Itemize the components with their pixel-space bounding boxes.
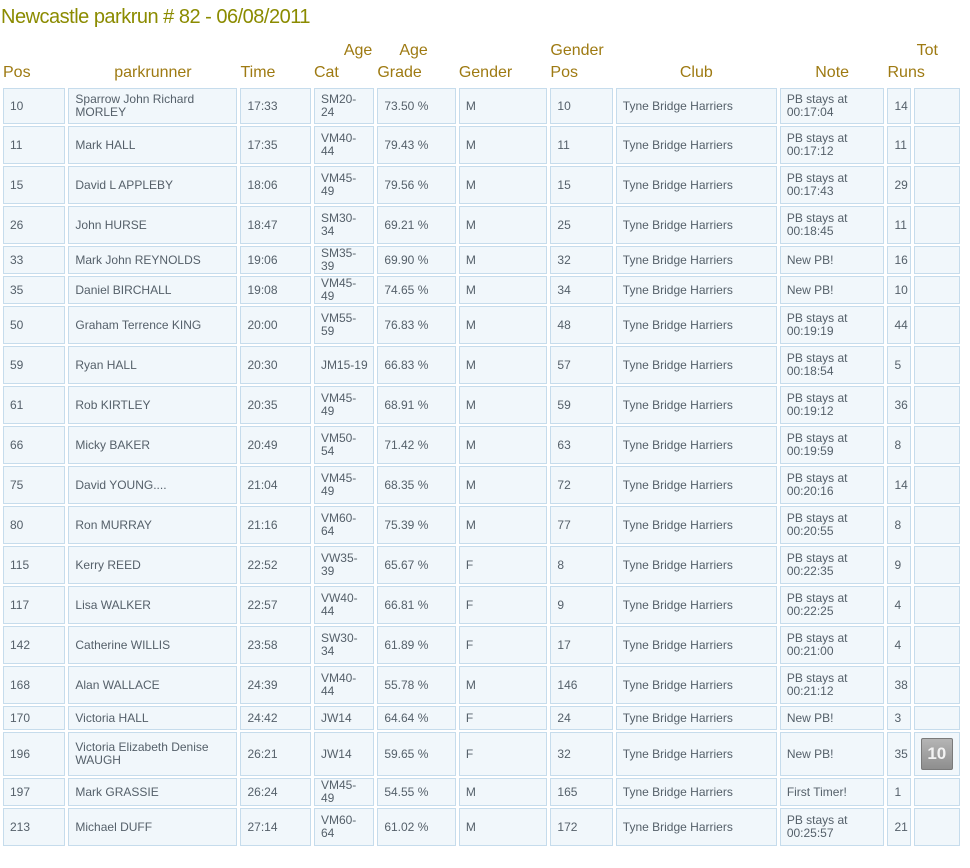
cell-pos: 115 — [3, 546, 65, 584]
cell-pos: 213 — [3, 808, 65, 846]
header-parkrunner: parkrunner — [114, 64, 192, 81]
cell-age-grade: 79.43 % — [377, 126, 456, 164]
cell-club: Tyne Bridge Harriers — [616, 386, 777, 424]
cell-pos: 168 — [3, 666, 65, 704]
cell-parkrunner: Micky BAKER — [68, 426, 237, 464]
cell-note: PB stays at 00:17:12 — [780, 126, 885, 164]
cell-club: Tyne Bridge Harriers — [616, 206, 777, 244]
cell-gender-pos: 8 — [550, 546, 612, 584]
table-row — [3, 386, 960, 424]
header-pos: Pos — [3, 64, 31, 81]
cell-age-cat: VM60-64 — [314, 506, 374, 544]
cell-parkrunner: Mark HALL — [68, 126, 237, 164]
cell-age-grade: 64.64 % — [377, 706, 456, 730]
table-row — [3, 626, 960, 664]
cell-time: 24:39 — [240, 666, 310, 704]
cell-tot-runs: 11 — [887, 126, 910, 164]
cell-gender-pos: 9 — [550, 586, 612, 624]
cell-club: Tyne Bridge Harriers — [616, 586, 777, 624]
cell-note: PB stays at 00:18:45 — [780, 206, 885, 244]
cell-age-grade: 54.55 % — [377, 778, 456, 806]
cell-parkrunner: David L APPLEBY — [68, 166, 237, 204]
cell-note: PB stays at 00:19:12 — [780, 386, 885, 424]
cell-milestone — [914, 206, 960, 244]
table-row — [3, 666, 960, 704]
cell-age-cat: VM40-44 — [314, 666, 374, 704]
cell-milestone — [914, 276, 960, 304]
cell-milestone — [914, 808, 960, 846]
cell-club: Tyne Bridge Harriers — [616, 506, 777, 544]
cell-pos: 80 — [3, 506, 65, 544]
cell-tot-runs: 1 — [887, 778, 910, 806]
cell-time: 20:30 — [240, 346, 310, 384]
cell-age-cat: VM45-49 — [314, 166, 374, 204]
cell-pos: 196 — [3, 732, 65, 776]
cell-milestone — [914, 666, 960, 704]
cell-age-cat: SM30-34 — [314, 206, 374, 244]
table-row — [3, 88, 960, 124]
cell-note: PB stays at 00:17:04 — [780, 88, 885, 124]
cell-age-grade: 69.90 % — [377, 246, 456, 274]
cell-age-cat: VM45-49 — [314, 466, 374, 504]
cell-milestone — [914, 778, 960, 806]
cell-gender-pos: 17 — [550, 626, 612, 664]
cell-parkrunner: Catherine WILLIS — [68, 626, 237, 664]
cell-milestone — [914, 546, 960, 584]
cell-parkrunner: Mark John REYNOLDS — [68, 246, 237, 274]
cell-gender-pos: 11 — [550, 126, 612, 164]
cell-gender-pos: 25 — [550, 206, 612, 244]
table-row — [3, 506, 960, 544]
cell-club: Tyne Bridge Harriers — [616, 732, 777, 776]
cell-note: PB stays at 00:20:16 — [780, 466, 885, 504]
cell-club: Tyne Bridge Harriers — [616, 88, 777, 124]
cell-note: First Timer! — [780, 778, 885, 806]
cell-gender: F — [459, 626, 548, 664]
cell-tot-runs: 8 — [887, 506, 910, 544]
cell-parkrunner: Michael DUFF — [68, 808, 237, 846]
cell-note: PB stays at 00:21:12 — [780, 666, 885, 704]
cell-gender-pos: 59 — [550, 386, 612, 424]
cell-age-cat: VW35-39 — [314, 546, 374, 584]
cell-age-grade: 61.02 % — [377, 808, 456, 846]
header-time: Time — [240, 64, 276, 81]
cell-parkrunner: Lisa WALKER — [68, 586, 237, 624]
cell-club: Tyne Bridge Harriers — [616, 666, 777, 704]
cell-age-cat: JM15-19 — [314, 346, 374, 384]
cell-age-grade: 73.50 % — [377, 88, 456, 124]
cell-milestone — [914, 306, 960, 344]
cell-age-grade: 68.91 % — [377, 386, 456, 424]
cell-age-cat: VM45-49 — [314, 778, 374, 806]
cell-pos: 10 — [3, 88, 65, 124]
cell-age-grade: 71.42 % — [377, 426, 456, 464]
cell-age-cat: VM50-54 — [314, 426, 374, 464]
cell-milestone — [914, 732, 960, 776]
cell-parkrunner: Ron MURRAY — [68, 506, 237, 544]
cell-note: PB stays at 00:19:19 — [780, 306, 885, 344]
cell-milestone — [914, 706, 960, 730]
cell-age-grade: 68.35 % — [377, 466, 456, 504]
cell-tot-runs: 35 — [887, 732, 910, 776]
milestone-10-icon: 10 — [921, 738, 953, 770]
cell-gender: M — [459, 666, 548, 704]
cell-gender-pos: 10 — [550, 88, 612, 124]
cell-milestone — [914, 506, 960, 544]
cell-tot-runs: 5 — [887, 346, 910, 384]
cell-gender-pos: 77 — [550, 506, 612, 544]
cell-time: 26:24 — [240, 778, 310, 806]
table-row — [3, 732, 960, 776]
table-row — [3, 426, 960, 464]
cell-time: 26:21 — [240, 732, 310, 776]
cell-time: 27:14 — [240, 808, 310, 846]
cell-milestone — [914, 126, 960, 164]
cell-club: Tyne Bridge Harriers — [616, 246, 777, 274]
cell-age-cat: VM45-49 — [314, 276, 374, 304]
cell-tot-runs: 29 — [887, 166, 910, 204]
cell-gender-pos: 57 — [550, 346, 612, 384]
page-title: Newcastle parkrun # 82 - 06/08/2011 — [1, 6, 310, 28]
cell-gender-pos: 15 — [550, 166, 612, 204]
cell-pos: 59 — [3, 346, 65, 384]
cell-pos: 50 — [3, 306, 65, 344]
table-row — [3, 546, 960, 584]
cell-gender: M — [459, 466, 548, 504]
cell-age-cat: JW14 — [314, 706, 374, 730]
cell-tot-runs: 14 — [887, 466, 910, 504]
cell-gender: M — [459, 778, 548, 806]
cell-gender: M — [459, 346, 548, 384]
cell-tot-runs: 9 — [887, 546, 910, 584]
table-row — [3, 706, 960, 730]
cell-tot-runs: 11 — [887, 206, 910, 244]
cell-time: 21:04 — [240, 466, 310, 504]
cell-parkrunner: Alan WALLACE — [68, 666, 237, 704]
cell-age-grade: 76.83 % — [377, 306, 456, 344]
cell-club: Tyne Bridge Harriers — [616, 126, 777, 164]
cell-time: 17:33 — [240, 88, 310, 124]
table-row — [3, 778, 960, 806]
cell-tot-runs: 44 — [887, 306, 910, 344]
cell-gender: M — [459, 166, 548, 204]
cell-parkrunner: Mark GRASSIE — [68, 778, 237, 806]
cell-note: New PB! — [780, 706, 885, 730]
cell-gender: M — [459, 126, 548, 164]
cell-tot-runs: 21 — [887, 808, 910, 846]
cell-tot-runs: 8 — [887, 426, 910, 464]
cell-pos: 117 — [3, 586, 65, 624]
cell-gender-pos: 172 — [550, 808, 612, 846]
cell-gender-pos: 32 — [550, 246, 612, 274]
cell-gender-pos: 48 — [550, 306, 612, 344]
cell-gender: M — [459, 88, 548, 124]
table-row — [3, 306, 960, 344]
cell-age-cat: VM40-44 — [314, 126, 374, 164]
table-row — [3, 586, 960, 624]
cell-milestone — [914, 166, 960, 204]
table-row — [3, 466, 960, 504]
cell-age-cat: SW30-34 — [314, 626, 374, 664]
cell-tot-runs: 4 — [887, 626, 910, 664]
cell-gender: M — [459, 808, 548, 846]
cell-time: 18:06 — [240, 166, 310, 204]
header-note: Note — [815, 64, 850, 81]
cell-age-grade: 61.89 % — [377, 626, 456, 664]
cell-club: Tyne Bridge Harriers — [616, 276, 777, 304]
cell-parkrunner: Ryan HALL — [68, 346, 237, 384]
cell-time: 18:47 — [240, 206, 310, 244]
cell-gender-pos: 165 — [550, 778, 612, 806]
cell-note: PB stays at 00:18:54 — [780, 346, 885, 384]
cell-pos: 61 — [3, 386, 65, 424]
cell-club: Tyne Bridge Harriers — [616, 166, 777, 204]
cell-gender-pos: 72 — [550, 466, 612, 504]
cell-age-grade: 65.67 % — [377, 546, 456, 584]
table-row — [3, 246, 960, 274]
cell-pos: 15 — [3, 166, 65, 204]
cell-club: Tyne Bridge Harriers — [616, 808, 777, 846]
cell-pos: 33 — [3, 246, 65, 274]
cell-parkrunner: David YOUNG.... — [68, 466, 237, 504]
cell-gender: M — [459, 306, 548, 344]
cell-note: PB stays at 00:20:55 — [780, 506, 885, 544]
cell-milestone — [914, 246, 960, 274]
cell-pos: 75 — [3, 466, 65, 504]
table-row — [3, 808, 960, 846]
cell-age-grade: 79.56 % — [377, 166, 456, 204]
cell-age-cat: JW14 — [314, 732, 374, 776]
cell-gender: F — [459, 732, 548, 776]
cell-note: PB stays at 00:19:59 — [780, 426, 885, 464]
cell-parkrunner: Victoria HALL — [68, 706, 237, 730]
cell-gender-pos: 24 — [550, 706, 612, 730]
cell-milestone — [914, 88, 960, 124]
cell-parkrunner: Sparrow John Richard MORLEY — [68, 88, 237, 124]
cell-age-cat: VM55-59 — [314, 306, 374, 344]
cell-gender: F — [459, 706, 548, 730]
cell-age-grade: 75.39 % — [377, 506, 456, 544]
cell-parkrunner: John HURSE — [68, 206, 237, 244]
cell-note: PB stays at 00:22:25 — [780, 586, 885, 624]
cell-club: Tyne Bridge Harriers — [616, 706, 777, 730]
cell-club: Tyne Bridge Harriers — [616, 626, 777, 664]
cell-club: Tyne Bridge Harriers — [616, 546, 777, 584]
results-body — [3, 88, 960, 846]
cell-parkrunner: Graham Terrence KING — [68, 306, 237, 344]
cell-gender-pos: 63 — [550, 426, 612, 464]
cell-age-grade: 55.78 % — [377, 666, 456, 704]
cell-tot-runs: 16 — [887, 246, 910, 274]
header-club: Club — [679, 64, 713, 81]
cell-note: PB stays at 00:25:57 — [780, 808, 885, 846]
cell-time: 23:58 — [240, 626, 310, 664]
cell-age-grade: 66.83 % — [377, 346, 456, 384]
cell-age-grade: 59.65 % — [377, 732, 456, 776]
table-row — [3, 346, 960, 384]
cell-time: 20:00 — [240, 306, 310, 344]
cell-age-cat: VM45-49 — [314, 386, 374, 424]
cell-age-cat: SM20-24 — [314, 88, 374, 124]
header-age-grade: Age Grade — [377, 42, 428, 81]
table-row — [3, 276, 960, 304]
cell-gender-pos: 146 — [550, 666, 612, 704]
cell-pos: 26 — [3, 206, 65, 244]
table-row — [3, 126, 960, 164]
cell-pos: 170 — [3, 706, 65, 730]
cell-tot-runs: 10 — [887, 276, 910, 304]
cell-parkrunner: Victoria Elizabeth Denise WAUGH — [68, 732, 237, 776]
cell-time: 24:42 — [240, 706, 310, 730]
table-row — [3, 206, 960, 244]
cell-age-cat: SM35-39 — [314, 246, 374, 274]
cell-age-grade: 69.21 % — [377, 206, 456, 244]
cell-gender: M — [459, 426, 548, 464]
results-header — [3, 40, 960, 86]
cell-milestone — [914, 386, 960, 424]
cell-milestone — [914, 346, 960, 384]
cell-gender: F — [459, 546, 548, 584]
cell-time: 22:52 — [240, 546, 310, 584]
cell-gender: M — [459, 386, 548, 424]
cell-gender-pos: 32 — [550, 732, 612, 776]
cell-time: 22:57 — [240, 586, 310, 624]
cell-note: PB stays at 00:17:43 — [780, 166, 885, 204]
cell-time: 19:08 — [240, 276, 310, 304]
cell-time: 17:35 — [240, 126, 310, 164]
cell-club: Tyne Bridge Harriers — [616, 778, 777, 806]
results-table — [0, 38, 963, 848]
cell-milestone — [914, 426, 960, 464]
cell-gender: M — [459, 206, 548, 244]
cell-milestone — [914, 626, 960, 664]
cell-pos: 66 — [3, 426, 65, 464]
cell-pos: 35 — [3, 276, 65, 304]
cell-age-grade: 74.65 % — [377, 276, 456, 304]
cell-gender-pos: 34 — [550, 276, 612, 304]
cell-tot-runs: 3 — [887, 706, 910, 730]
cell-note: New PB! — [780, 276, 885, 304]
cell-gender: M — [459, 276, 548, 304]
cell-milestone — [914, 466, 960, 504]
cell-milestone — [914, 586, 960, 624]
cell-club: Tyne Bridge Harriers — [616, 426, 777, 464]
cell-age-grade: 66.81 % — [377, 586, 456, 624]
header-age-cat: Age Cat — [313, 42, 373, 81]
cell-time: 21:16 — [240, 506, 310, 544]
cell-note: New PB! — [780, 246, 885, 274]
table-row — [3, 166, 960, 204]
cell-time: 20:49 — [240, 426, 310, 464]
header-tot-runs: Tot Runs — [887, 42, 938, 81]
header-gender-pos: Gender Pos — [550, 42, 604, 81]
cell-gender: F — [459, 586, 548, 624]
cell-pos: 197 — [3, 778, 65, 806]
cell-pos: 11 — [3, 126, 65, 164]
cell-age-cat: VM60-64 — [314, 808, 374, 846]
cell-note: PB stays at 00:21:00 — [780, 626, 885, 664]
cell-club: Tyne Bridge Harriers — [616, 346, 777, 384]
cell-gender: M — [459, 506, 548, 544]
cell-time: 20:35 — [240, 386, 310, 424]
cell-club: Tyne Bridge Harriers — [616, 306, 777, 344]
cell-gender: M — [459, 246, 548, 274]
cell-tot-runs: 4 — [887, 586, 910, 624]
cell-parkrunner: Kerry REED — [68, 546, 237, 584]
cell-age-cat: VW40-44 — [314, 586, 374, 624]
cell-time: 19:06 — [240, 246, 310, 274]
cell-note: PB stays at 00:22:35 — [780, 546, 885, 584]
cell-parkrunner: Rob KIRTLEY — [68, 386, 237, 424]
cell-tot-runs: 14 — [887, 88, 910, 124]
cell-tot-runs: 38 — [887, 666, 910, 704]
cell-note: New PB! — [780, 732, 885, 776]
cell-pos: 142 — [3, 626, 65, 664]
cell-club: Tyne Bridge Harriers — [616, 466, 777, 504]
cell-parkrunner: Daniel BIRCHALL — [68, 276, 237, 304]
header-gender: Gender — [458, 64, 513, 81]
cell-tot-runs: 36 — [887, 386, 910, 424]
